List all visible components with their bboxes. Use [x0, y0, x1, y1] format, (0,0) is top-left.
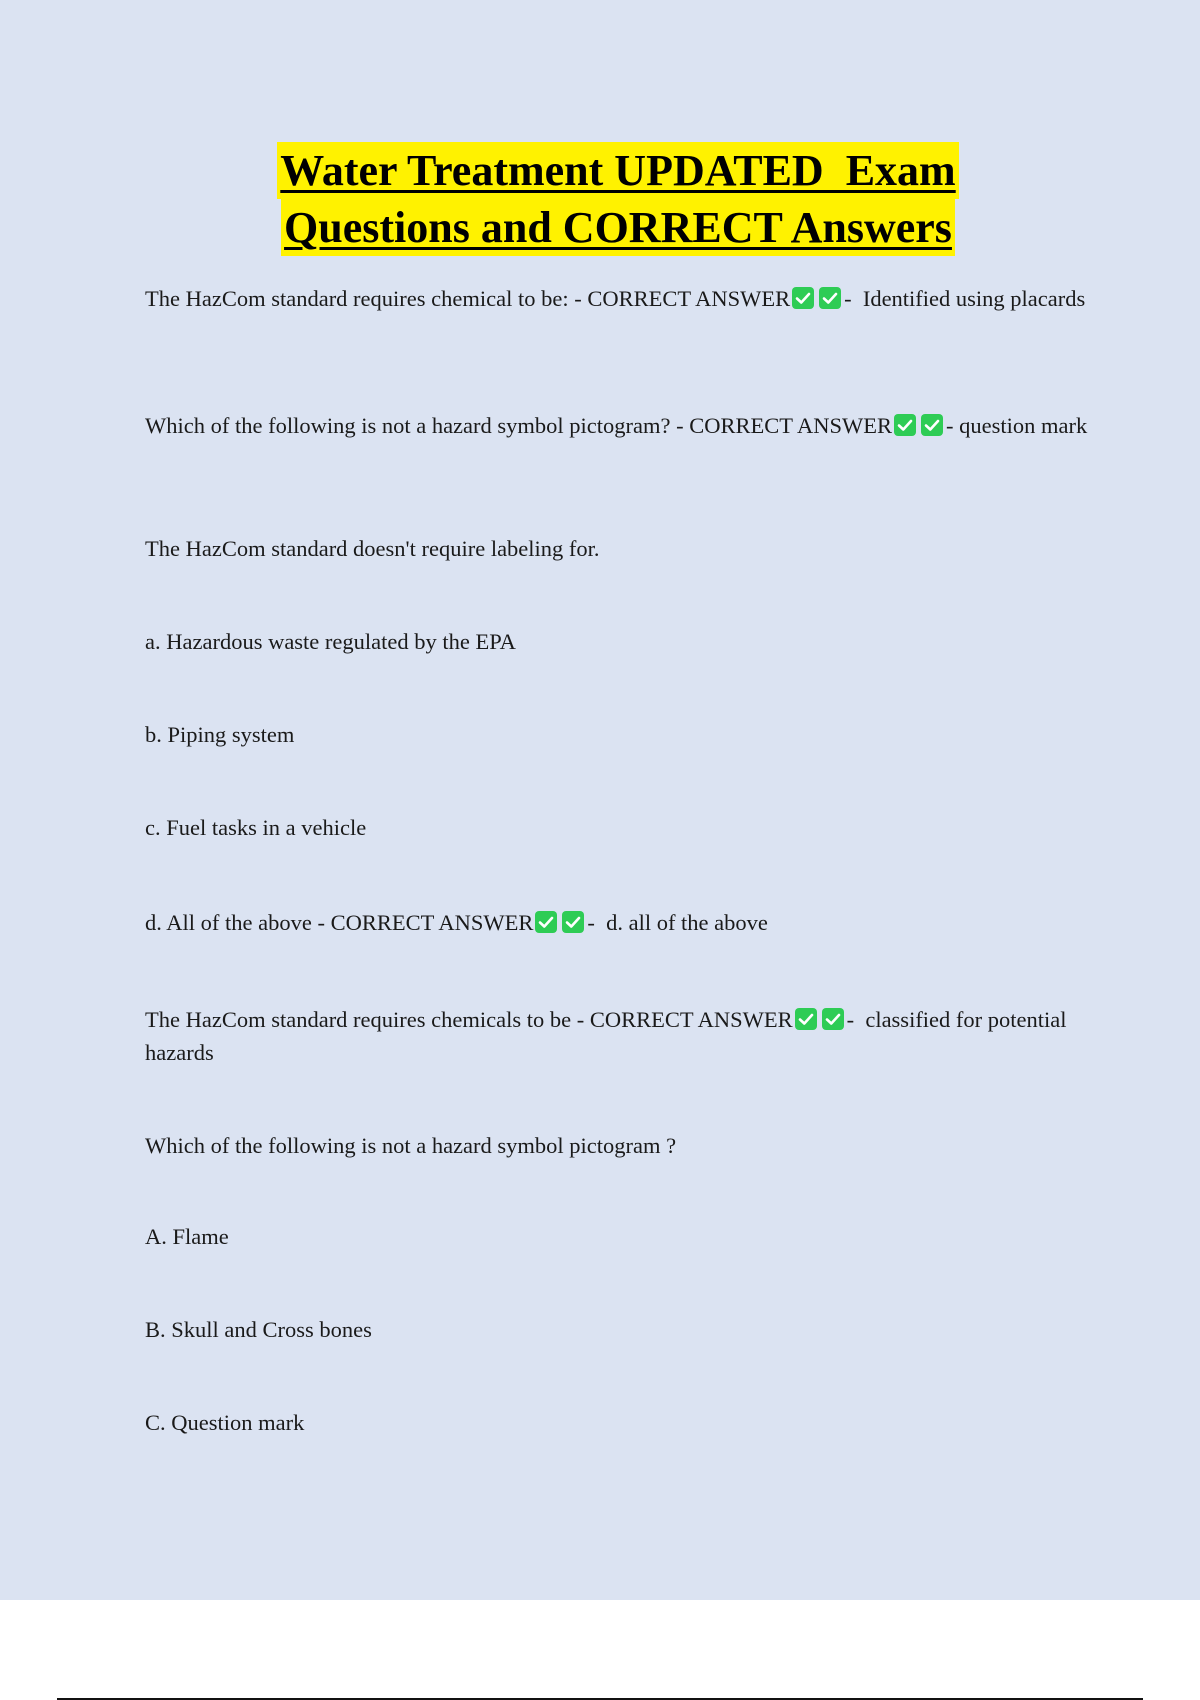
document-title — [0, 142, 1200, 256]
answer-text: classified for potential hazards — [145, 1007, 1067, 1065]
option-skull: B. Skull and Cross bones — [145, 1317, 372, 1342]
question-text: The HazCom standard requires chemical to be: - CORRECT ANSWER — [145, 286, 791, 311]
answer-text: d. all of the above — [606, 910, 768, 935]
question-labeling: The HazCom standard doesn't require labeling for. — [145, 536, 600, 561]
qa-item-classified — [145, 1003, 1095, 1069]
question-pictogram-2: Which of the following is not a hazard symbol pictogram ? — [145, 1133, 677, 1158]
title-line-1: Water Treatment UPDATED Exam — [277, 142, 958, 199]
check-box-icon — [792, 287, 814, 309]
answer-text: Identified using placards — [862, 286, 1086, 311]
check-box-icon — [795, 1008, 817, 1030]
answer-separator: - — [844, 286, 863, 311]
question-text: d. All of the above - CORRECT ANSWER — [145, 910, 534, 935]
title-line-2: Questions and CORRECT Answers — [281, 199, 955, 256]
answer-separator: - — [945, 413, 960, 438]
check-box-icon — [535, 911, 557, 933]
answer-separator: - — [587, 910, 607, 935]
question-text: The HazCom standard requires chemicals to be - CORRECT ANSWER — [145, 1007, 793, 1032]
qa-item-pictogram — [145, 409, 1095, 442]
qa-item-option-d — [145, 906, 1095, 939]
question-text: Which of the following is not a hazard symbol pictogram? - CORRECT ANSWER — [145, 413, 892, 438]
option-question-mark: C. Question mark — [145, 1410, 305, 1435]
answer-separator: - — [846, 1007, 866, 1032]
option-flame: A. Flame — [145, 1224, 229, 1249]
check-box-icon — [822, 1008, 844, 1030]
option-a: a. Hazardous waste regulated by the EPA — [145, 629, 516, 654]
answer-text: question mark — [959, 413, 1088, 438]
qa-item-hazcom-requirement — [145, 282, 1095, 315]
check-box-icon — [819, 287, 841, 309]
option-b: b. Piping system — [145, 722, 295, 747]
option-c: c. Fuel tasks in a vehicle — [145, 815, 367, 840]
check-box-icon — [921, 414, 943, 436]
check-box-icon — [894, 414, 916, 436]
check-box-icon — [562, 911, 584, 933]
